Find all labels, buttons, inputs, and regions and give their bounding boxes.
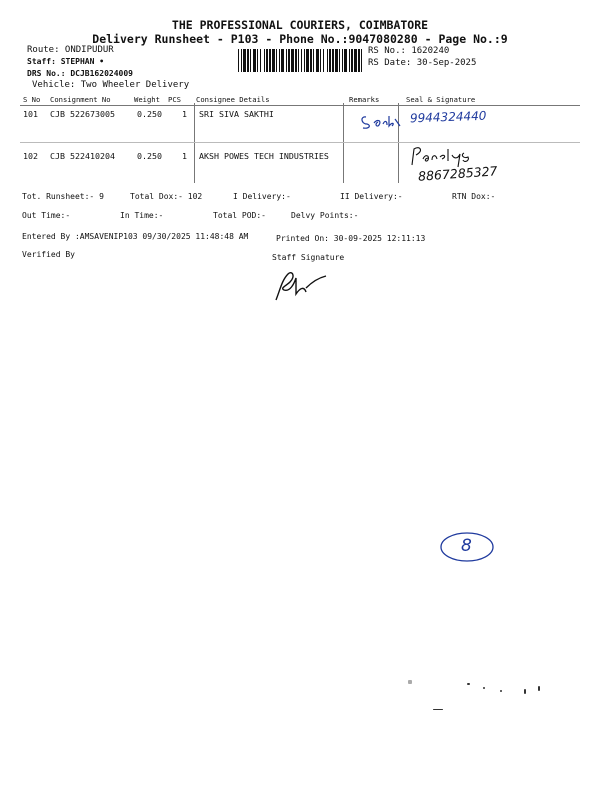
handwritten-phone-row1: 9944324440 — [409, 108, 487, 126]
delvy-points: Delvy Points:- — [291, 211, 359, 220]
rs-date: RS Date: 30-Sep-2025 — [368, 58, 477, 68]
drs-number: DRS No.: DCJB162024009 — [27, 69, 133, 78]
scan-speck — [433, 709, 443, 710]
route-label: Route: ONDIPUDUR — [27, 45, 114, 55]
row-consignee: SRI SIVA SAKTHI — [199, 109, 274, 119]
entered-by: Entered By :AMSAVENIP103 09/30/2025 11:48:48 AM — [22, 232, 249, 241]
vehicle-label: Vehicle: Two Wheeler Delivery — [32, 80, 190, 90]
col-header-remarks: Remarks — [349, 95, 380, 104]
page-number-handwritten: 8 — [461, 536, 472, 556]
row-sno: 102 — [23, 151, 38, 161]
scan-speck — [483, 687, 485, 689]
in-time: In Time:- — [120, 211, 164, 220]
printed-on: Printed On: 30-09-2025 12:11:13 — [276, 234, 426, 243]
col-header-sno: S No — [23, 95, 41, 104]
scan-speck — [467, 683, 470, 685]
staff-label: Staff: STEPHAN • — [27, 57, 105, 66]
col-header-consignee: Consignee Details — [196, 95, 270, 104]
staff-signature-label: Staff Signature — [272, 253, 345, 262]
row-consignment-no: CJB 522673005 — [50, 109, 115, 119]
total-pod: Total POD:- — [213, 211, 266, 220]
row-pcs: 1 — [182, 151, 187, 161]
table-divider — [20, 105, 580, 106]
barcode-image — [238, 49, 363, 72]
row-consignment-no: CJB 522410204 — [50, 151, 115, 161]
rs-number: RS No.: 1620240 — [368, 46, 450, 56]
scan-speck — [500, 690, 502, 692]
i-delivery: I Delivery:- — [233, 192, 291, 201]
row-weight: 0.250 — [137, 151, 162, 161]
out-time: Out Time:- — [22, 211, 71, 220]
row-consignee: AKSH POWES TECH INDUSTRIES — [199, 151, 329, 161]
column-divider — [194, 103, 195, 183]
ii-delivery: II Delivery:- — [340, 192, 403, 201]
verified-by-label: Verified By — [22, 250, 75, 259]
row-weight: 0.250 — [137, 109, 162, 119]
scan-speck — [524, 689, 526, 694]
scan-speck — [538, 686, 540, 691]
handwritten-phone-row2: 8867285327 — [417, 163, 498, 184]
rtn-dox: RTN Dox:- — [452, 192, 496, 201]
col-header-weight: Weight — [134, 95, 160, 104]
total-dox: Total Dox:- 102 — [130, 192, 203, 201]
col-header-pcs: PCS — [168, 95, 181, 104]
column-divider — [343, 103, 344, 183]
signature-scribble-row1 — [358, 110, 408, 134]
row-sno: 101 — [23, 109, 38, 119]
total-runsheet: Tot. Runsheet:- 9 — [22, 192, 104, 201]
col-header-consignment: Consignment No — [50, 95, 111, 104]
col-header-seal: Seal & Signature — [406, 95, 476, 104]
scan-speck — [408, 680, 412, 684]
company-title: THE PROFESSIONAL COURIERS, COIMBATORE — [171, 18, 429, 32]
row-pcs: 1 — [182, 109, 187, 119]
runsheet-subtitle: Delivery Runsheet - P103 - Phone No.:9047080280 - Page No.:9 — [92, 32, 508, 46]
staff-signature-scribble — [270, 266, 330, 304]
